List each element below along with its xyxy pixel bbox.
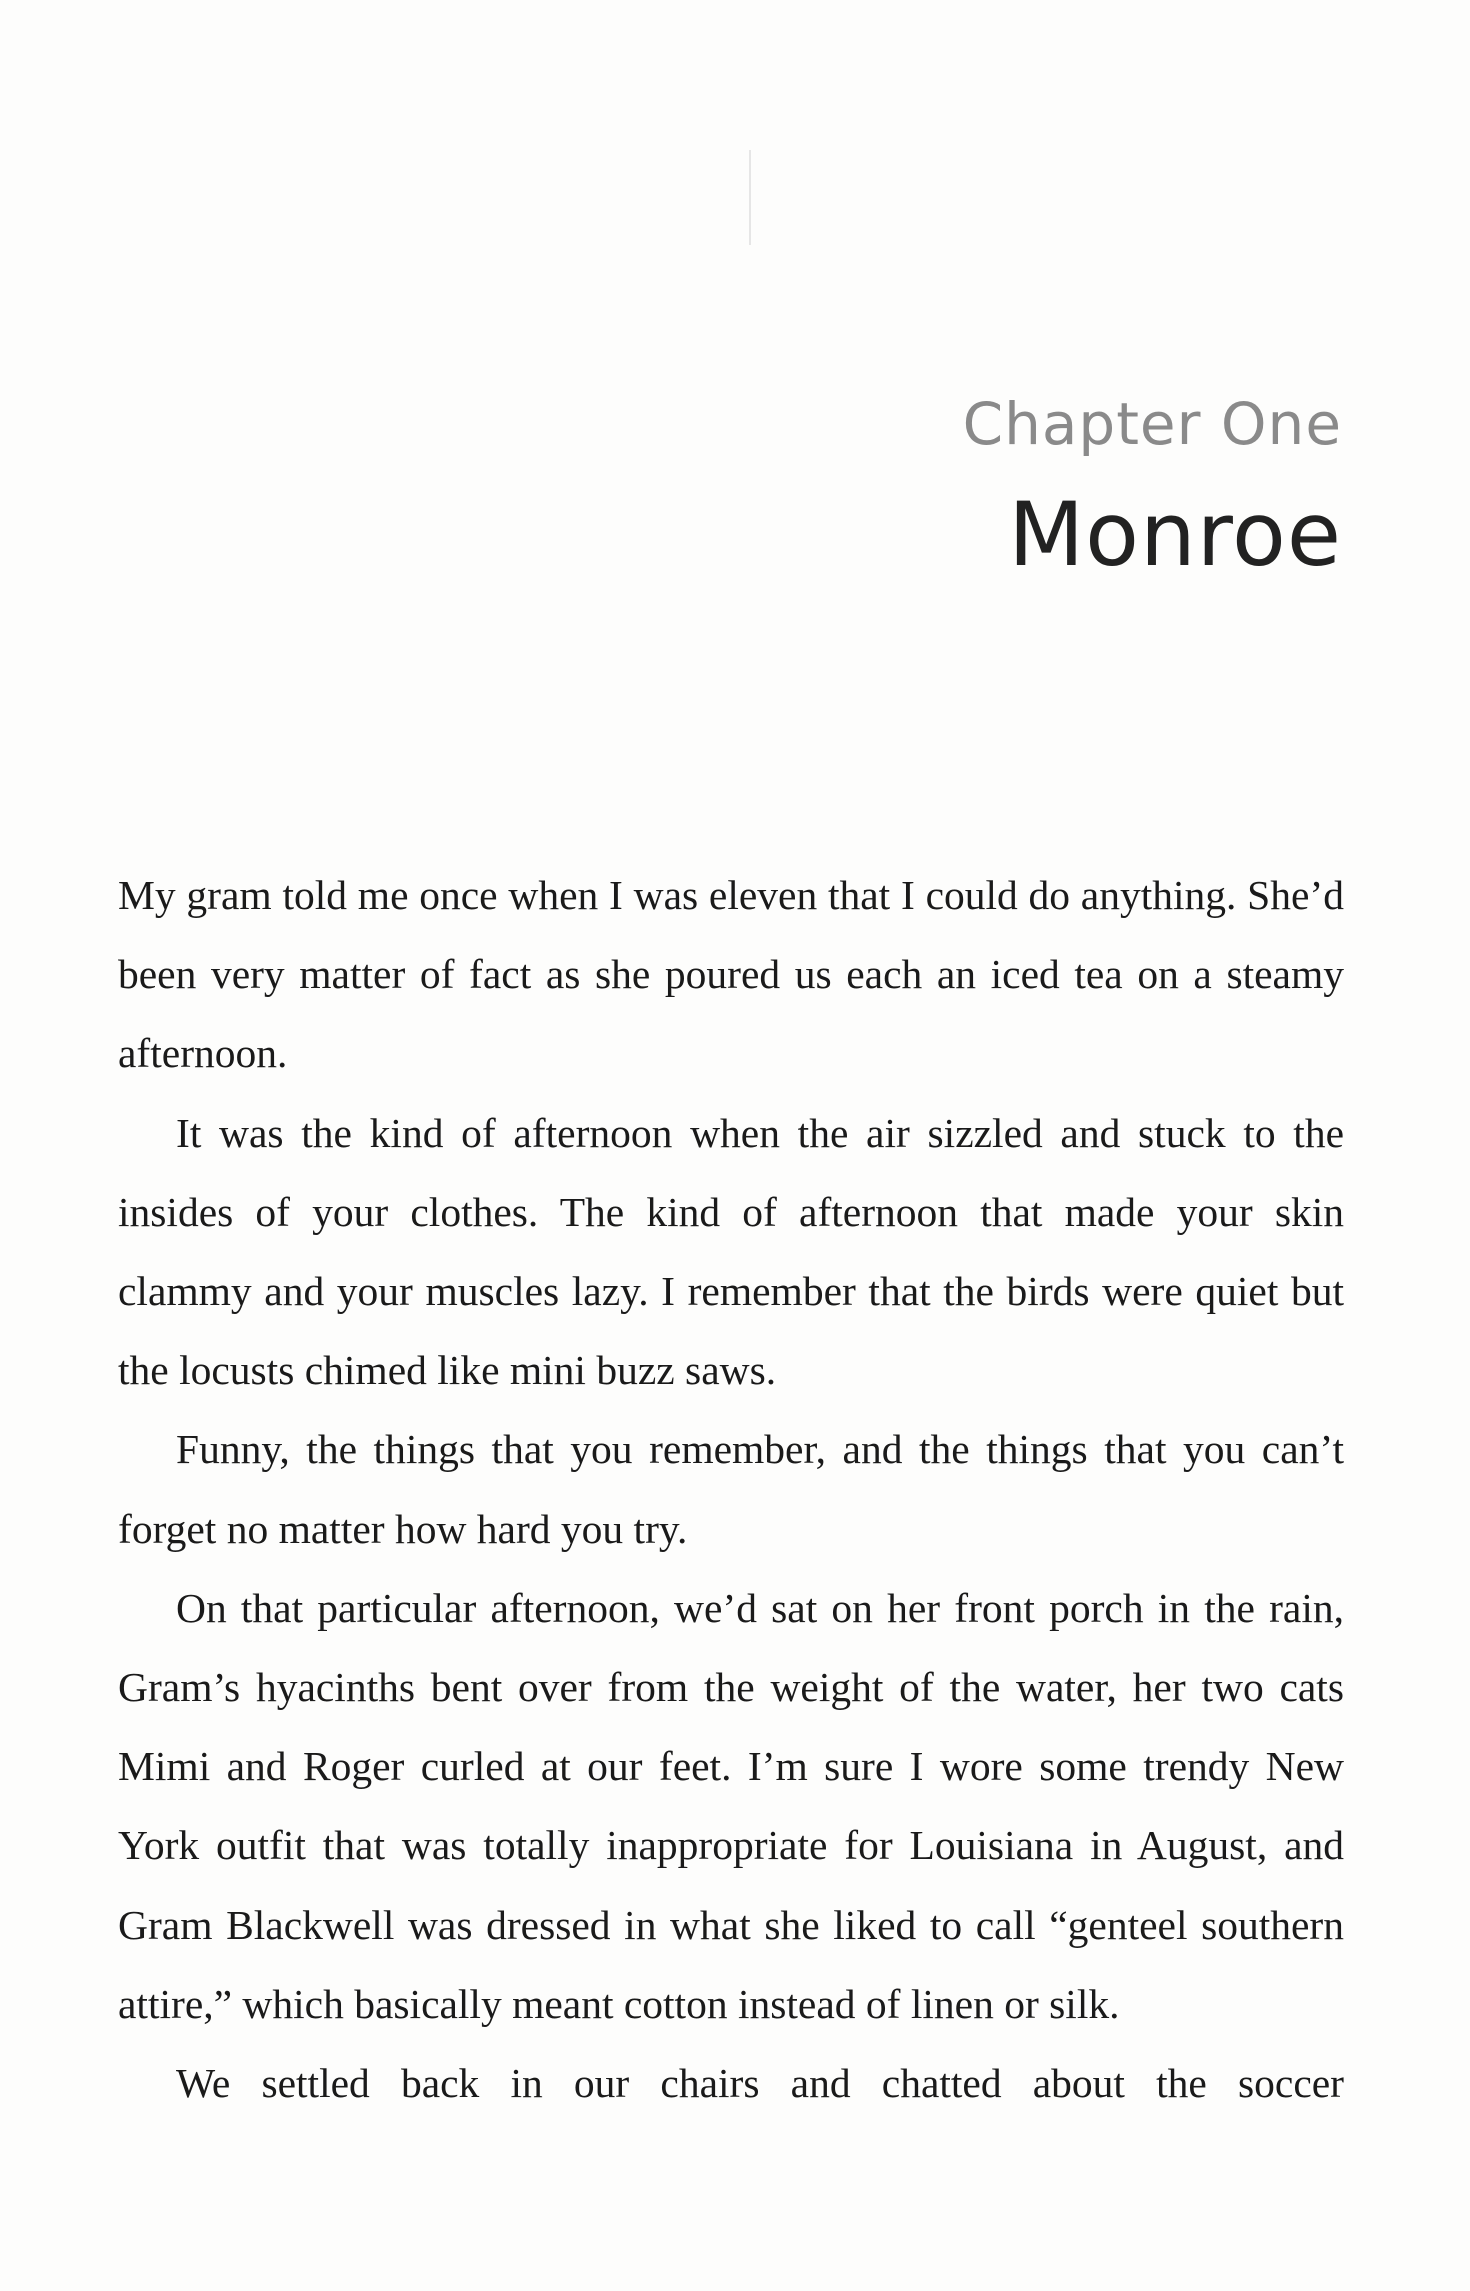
- scan-artifact: [749, 150, 751, 245]
- chapter-body: [118, 856, 1344, 2123]
- chapter-title: Monroe: [1008, 483, 1342, 586]
- paragraph-2: It was the kind of afternoon when the air sizzled and stuck to the insides of your clothes. The kind of afternoon that made your skin clammy and your muscles lazy. I remember that the birds were quiet but the locusts chimed like mini buzz saws.: [118, 1109, 1344, 1394]
- paragraph-4: On that particular afternoon, we’d sat on her front porch in the rain, Gram’s hyacinths bent over from the weight of the water, her two cats Mimi and Roger curled at our feet. I’m sure I wore some trendy New York outfit that was totally inappropriate for Louisiana in August, and Gram Blackwell was dressed in what she liked to call “genteel southern attire,” which basically meant cotton instead of linen or silk.: [118, 1584, 1344, 2027]
- chapter-number: Chapter One: [962, 390, 1342, 458]
- paragraph-5: We settled back in our chairs and chatted about the soccer: [176, 2060, 1344, 2107]
- chapter-heading: [962, 390, 1342, 586]
- paragraph-3: Funny, the things that you remember, and the things that you can’t forget no matter how hard you try.: [118, 1426, 1344, 1552]
- paragraph-1: My gram told me once when I was eleven that I could do anything. She’d been very matter of fact as she poured us each an iced tea on a steamy afternoon.: [118, 872, 1344, 1077]
